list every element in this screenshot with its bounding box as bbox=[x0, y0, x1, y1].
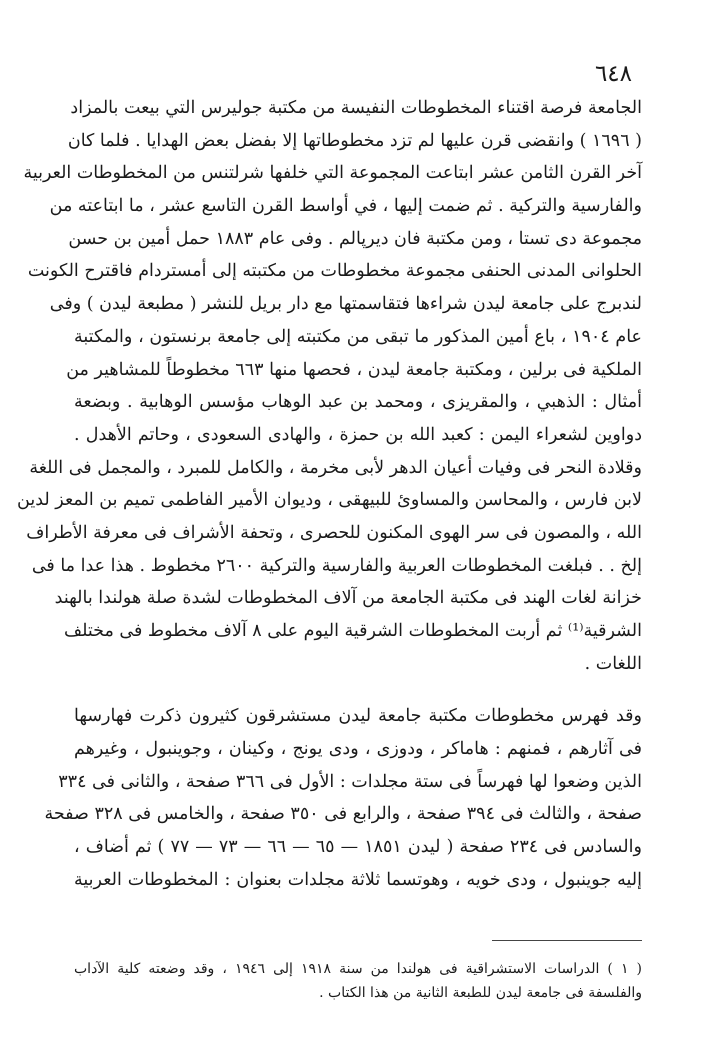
footnote-line: والفلسفة فى جامعة ليدن للطبعة الثانية من هذا الكتاب . bbox=[319, 985, 642, 1001]
text-line: الحلوانى المدنى الحنفى مجموعة مخطوطات من مكتبته إلى أمستردام فاقترح الكونت bbox=[27, 261, 642, 282]
text-line: إليه جوينبول ، ودى خويه ، وهوتسما ثلاثة مجلدات بعنوان : المخطوطات العربية bbox=[74, 869, 642, 890]
text-line: الله ، والمصون فى سر الهوى المكنون للحصرى ، وتحفة الأشراف فى معرفة الأطراف bbox=[26, 522, 642, 543]
text-line: خزانة لغات الهند فى مكتبة الجامعة من آلاف المخطوطات لشدة صلة هولندا بالهند bbox=[54, 588, 642, 609]
footnote-separator bbox=[492, 940, 642, 941]
text-line: لابن فارس ، والمحاسن والمساوئ للبيهقى ، وديوان الأمير الفاطمى تميم بن المعز لدين bbox=[17, 490, 642, 511]
text-line: الذين وضعوا لها فهرساً فى ستة مجلدات : الأول فى ٣٦٦ صفحة ، والثانى فى ٣٣٤ bbox=[58, 771, 642, 792]
footnote-line: ( ١ ) الدراسات الاستشراقية فى هولندا من سنة ١٩١٨ إلى ١٩٤٦ ، وقد وضعته كلية الآداب bbox=[74, 961, 642, 977]
text-line: والسادس فى ٢٣٤ صفحة ( ليدن ١٨٥١ — ٦٥ — ٦٦ — ٧٣ — ٧٧ ) ثم أضاف ، bbox=[74, 837, 642, 858]
text-line: لندبرج على جامعة ليدن شراءها فتقاسمتها مع دار بريل للنشر ( مطبعة ليدن ) وفى bbox=[49, 294, 642, 315]
text-line: اللغات . bbox=[584, 653, 642, 674]
footnotes bbox=[74, 957, 642, 1005]
text-line: والفارسية والتركية . ثم ضمت إليها ، في أواسط القرن التاسع عشر ، ما ابتاعته من bbox=[49, 196, 642, 217]
text-line: أمثال : الذهبي ، والمقريزى ، ومحمد بن عبد الوهاب مؤسس الوهابية . وبضعة bbox=[74, 392, 642, 413]
text-line: دواوين لشعراء اليمن : كعبد الله بن حمزة ، والهادى السعودى ، وحاتم الأهدل . bbox=[74, 424, 642, 445]
page-number: ٦٤٨ bbox=[594, 61, 632, 87]
text-line: الجامعة فرصة اقتناء المخطوطات النفيسة من مكتبة جوليرس التي بيعت بالمزاد bbox=[70, 98, 642, 118]
text-line: إلخ . . فبلغت المخطوطات العربية والفارسية والتركية ٢٦٠٠ مخطوط . هذا عدا ما فى bbox=[31, 555, 642, 576]
text-line: وقلادة النحر فى وفيات أعيان الدهر لأبى مخرمة ، والكامل للمبرد ، والمجمل فى اللغة bbox=[29, 457, 642, 478]
paragraph-1 bbox=[17, 92, 642, 680]
text-line: وقد فهرس مخطوطات مكتبة جامعة ليدن مستشرقون كثيرون ذكرت فهارسها bbox=[74, 706, 642, 727]
text-line: ( ١٦٩٦ ) وانقضى قرن عليها لم تزد مخطوطاتها إلا بفضل بعض الهدايا . فلما كان bbox=[67, 130, 642, 151]
paragraph-gap bbox=[74, 680, 642, 700]
paragraph-2 bbox=[44, 700, 642, 896]
text-line: عام ١٩٠٤ ، باع أمين المذكور ما تبقى من مكتبته إلى جامعة برنستون ، والمكتبة bbox=[74, 326, 642, 347]
text-line: الملكية فى برلين ، ومكتبة جامعة ليدن ، فحصها منها ٦٦٣ مخطوطاً للمشاهير من bbox=[66, 359, 642, 380]
body-text bbox=[17, 92, 642, 897]
text-line: آخر القرن الثامن عشر ابتاعت المجموعة التي خلفها شرلتنس من المخطوطات العربية bbox=[23, 163, 642, 184]
text-line: الشرقية⁽¹⁾ ثم أربت المخطوطات الشرقية اليوم على ٨ آلاف مخطوط فى مختلف bbox=[63, 621, 642, 641]
text-line: مجموعة دى تستا ، ومن مكتبة فان ديرپالم . وفى عام ١٨٨٣ حمل أمين بن حسن bbox=[68, 228, 642, 249]
text-line: فى آثارهم ، فمنهم : هاماكر ، ودوزى ، ودى يونج ، وكينان ، وجوينبول ، وغيرهم bbox=[74, 739, 642, 760]
text-line: صفحة ، والثالث فى ٣٩٤ صفحة ، والرابع فى ٣٥٠ صفحة ، والخامس فى ٣٢٨ صفحة bbox=[44, 804, 642, 825]
